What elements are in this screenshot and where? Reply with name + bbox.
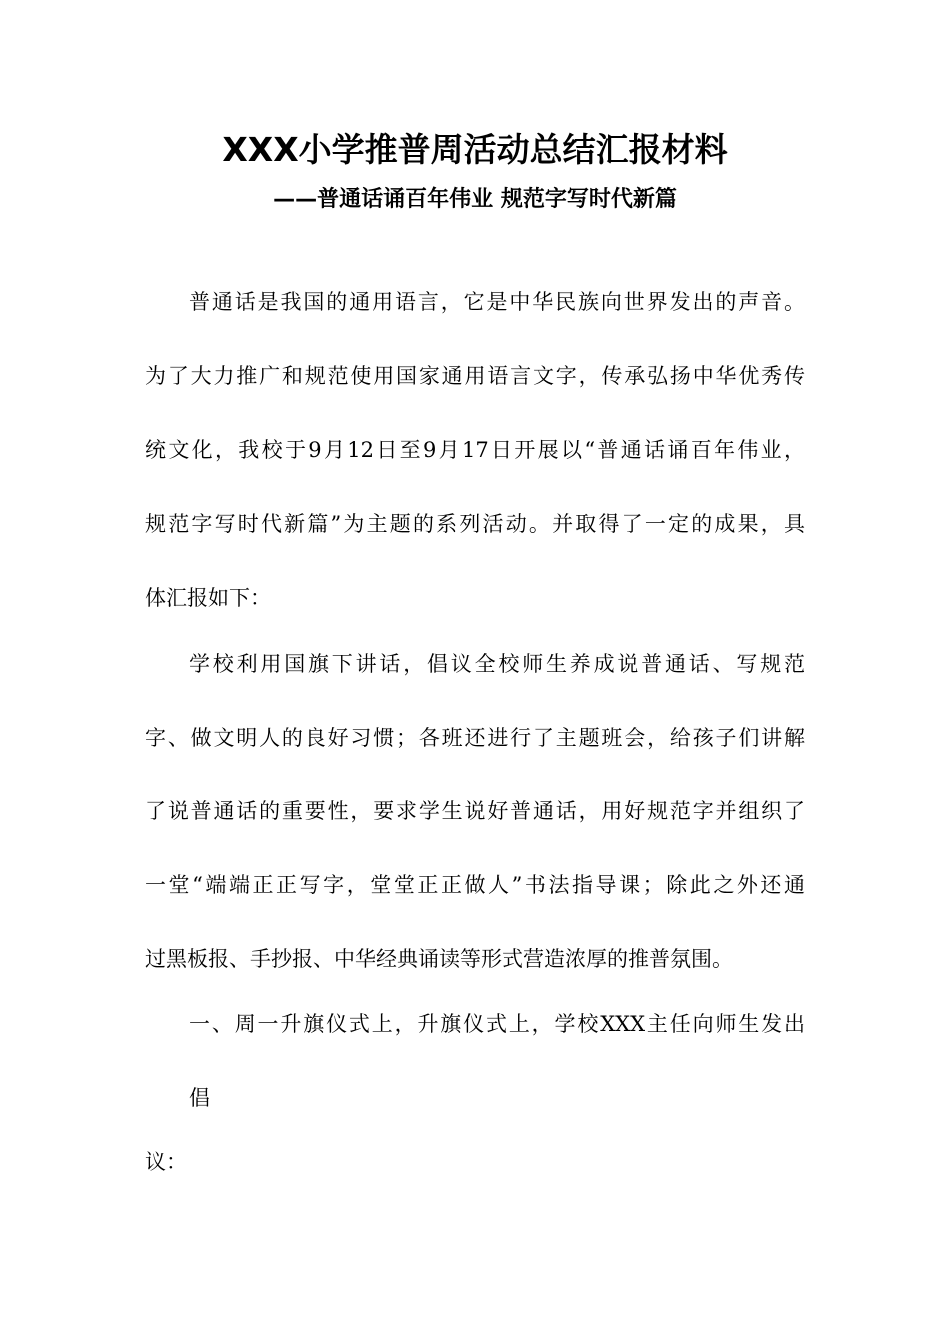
paragraph-line: 议： — [145, 1150, 187, 1174]
paragraph-line: 倡 — [189, 1086, 210, 1110]
paragraph-line: 过黑板报、手抄报、中华经典诵读等形式营造浓厚的推普氛围。 — [145, 947, 733, 971]
paragraph-line: 统文化，我校于9月12日至9月17日开展以“普通话诵百年伟业， — [145, 438, 805, 462]
paragraph-line: 普通话是我国的通用语言，它是中华民族向世界发出的声音。 — [189, 290, 805, 314]
paragraph-line: 体汇报如下： — [145, 586, 271, 610]
paragraph-line: 学校利用国旗下讲话，倡议全校师生养成说普通话、写规范 — [189, 652, 805, 676]
paragraph-line: 为了大力推广和规范使用国家通用语言文字，传承弘扬中华优秀传 — [145, 364, 805, 388]
paragraph-line: 规范字写时代新篇”为主题的系列活动。并取得了一定的成果，具 — [145, 512, 805, 536]
document-title: XXX小学推普周活动总结汇报材料 — [222, 130, 728, 169]
paragraph-line: 字、做文明人的良好习惯；各班还进行了主题班会，给孩子们讲解 — [145, 726, 805, 750]
paragraph-line: 一、周一升旗仪式上，升旗仪式上，学校XXX主任向师生发出 — [189, 1012, 805, 1036]
paragraph-line: 一堂“端端正正写字，堂堂正正做人”书法指导课；除此之外还通 — [145, 873, 805, 897]
document-subtitle: ——普通话诵百年伟业 规范字写时代新篇 — [273, 187, 677, 212]
paragraph-line: 了说普通话的重要性，要求学生说好普通话，用好规范字并组织了 — [145, 799, 805, 823]
